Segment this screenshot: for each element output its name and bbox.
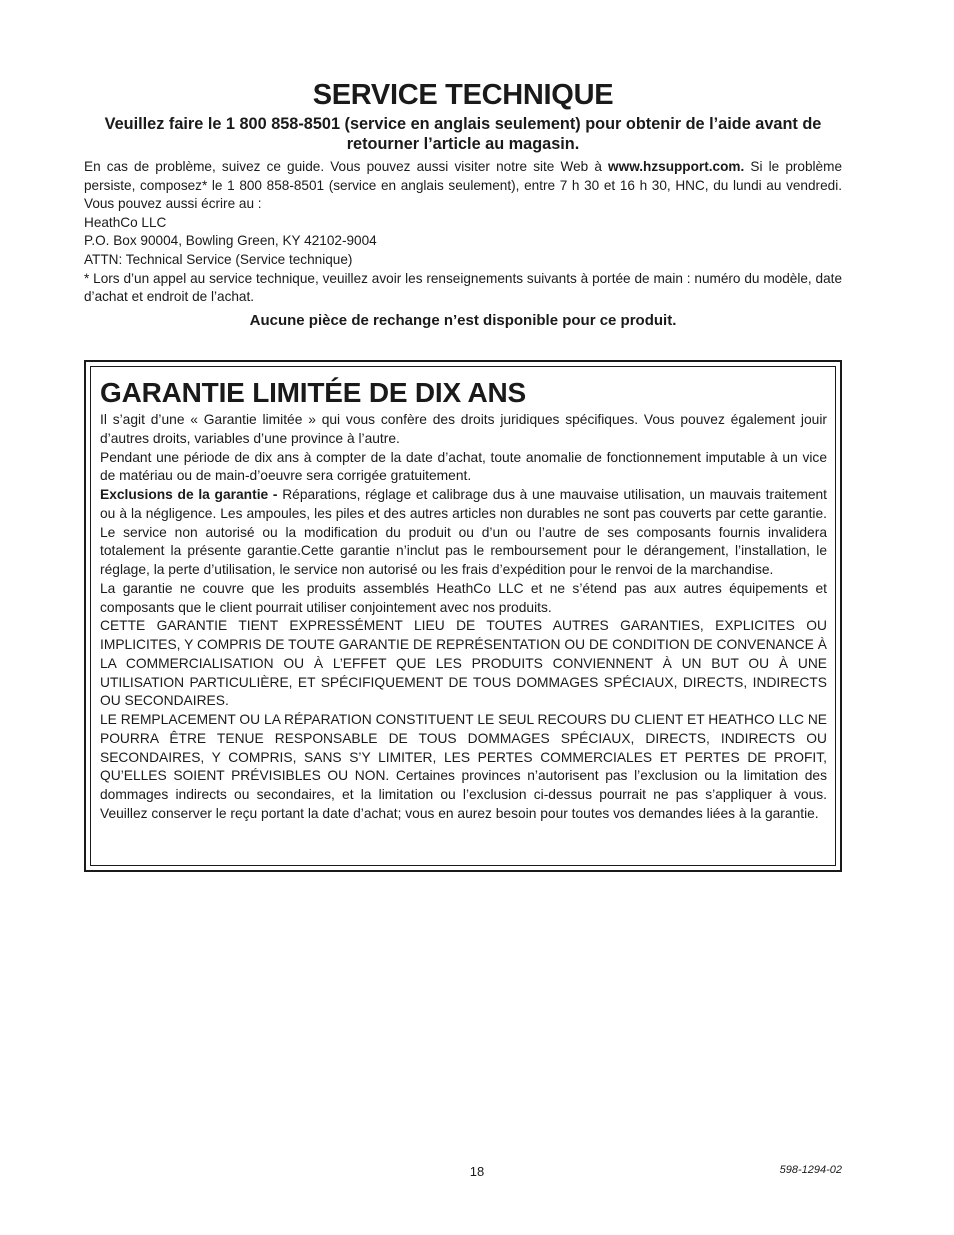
service-lead: Veuillez faire le 1 800 858-8501 (service en anglais seulement) pour obtenir de l’aide avant de retourner l’article au magasin.	[104, 115, 822, 153]
no-parts-notice: Aucune pièce de rechange n’est disponible pour ce produit.	[249, 311, 677, 329]
service-para1-a: En cas de problème, suivez ce guide. Vous pouvez aussi visiter notre site Web à	[84, 159, 609, 174]
warranty-paragraph-2: Pendant une période de dix ans à compter de la date d’achat, toute anomalie de fonctionnement imputable à un vice de matériau ou de main-d’oeuvre sera corrigée gratuitement.	[100, 449, 827, 484]
page-number: 18	[469, 1164, 485, 1179]
service-note: * Lors d’un appel au service technique, veuillez avoir les renseignements suivants à portée de main : numéro du modèle, date d’achat et endroit de l’achat.	[84, 270, 842, 305]
service-section	[84, 78, 842, 331]
support-website-link[interactable]: www.hzsupport.com.	[608, 159, 745, 174]
warranty-paragraph-4: La garantie ne couvre que les produits assemblés HeathCo LLC et ne s’étend pas aux autres équipements et composants que le client pourrait utiliser conjointement avec nos produits.	[100, 580, 827, 615]
address-line-po-box: P.O. Box 90004, Bowling Green, KY 42102-9004	[84, 233, 377, 249]
service-title: SERVICE TECHNIQUE	[312, 79, 614, 111]
address-line-attn: ATTN: Technical Service (Service technique)	[84, 251, 353, 267]
warranty-exclusions-label: Exclusions de la garantie -	[100, 487, 283, 502]
service-body	[84, 158, 842, 307]
address-line-company: HeathCo LLC	[84, 214, 167, 230]
warranty-paragraph-1: Il s’agit d’une « Garantie limitée » qui vous confère des droits juridiques spécifiques. Vous pouvez également jouir d’autres droits, variables d’une province à l’autre.	[100, 412, 827, 446]
service-para1-b: Si le problème persiste, composez* le 1 800 858-8501 (service en anglais seulement), entre 7 h 30 et 16 h 30, HNC, du lundi au vendredi. Vous pouvez aussi écrire au :	[84, 159, 843, 212]
service-paragraph	[84, 158, 842, 214]
warranty-body	[100, 411, 827, 824]
warranty-paragraph-6: LE REMPLACEMENT OU LA RÉPARATION CONSTITUENT LE SEUL RECOURS DU CLIENT ET HEATHCO LLC NE POURRA ÊTRE TENUE RESPONSABLE DE TOUS DOMMAGES SPÉCIAUX, DIRECTS, INDIRECTS OU SECONDAIRES, Y COMPRIS, SANS S’Y LIMITER, LES PERTES COMMERCIALES ET PERTES DE PROFIT, QU’ELLES SOIENT PRÉVISIBLES OU NON. Certaines provinces n’autorisent pas l’exclusion ou la limitation des dommages indirects ou secondaires, et la limitation ou l’exclusion ci-dessus pourrait ne pas s’appliquer à vous. Veuillez conserver le reçu portant la date d’achat; vous en aurez besoin pour toutes vos demandes liées à la garantie.	[100, 712, 827, 821]
warranty-box-inner	[90, 366, 836, 866]
warranty-box	[84, 360, 842, 872]
warranty-paragraph-3	[100, 486, 827, 580]
document-code: 598-1294-02	[779, 1164, 842, 1176]
warranty-title: GARANTIE LIMITÉE DE DIX ANS	[100, 377, 527, 408]
warranty-paragraph-5: CETTE GARANTIE TIENT EXPRESSÉMENT LIEU DE TOUTES AUTRES GARANTIES, EXPLICITES OU IMPLICITES, Y COMPRIS DE TOUTE GARANTIE DE REPRÉSENTATION OU DE CONDITION DE CONVENANCE À LA COMMERCIALISATION OU À L’EFFET QUE LES PRODUITS CONVIENNENT À UN BUT OU À UNE UTILISATION PARTICULIÈRE, ET SPÉCIFIQUEMENT DE TOUS DOMMAGES SPÉCIAUX, DIRECTS, INDIRECTS OU SECONDAIRES.	[100, 618, 827, 709]
warranty-exclusions-text: Réparations, réglage et calibrage dus à une mauvaise utilisation, un mauvais traitement ou à la négligence. Les ampoules, les piles et des autres articles non durables ne sont pas couverts par cette garantie. Le service non autorisé ou la modification du produit ou d’un ou l’autre de ses composants fournis invalidera totalement la présente garantie.Cette garantie n’inclut pas le remboursement pour le dérangement, l’installation, le réglage, la perte d’utilisation, le service non autorisé ou les frais d’expédition pour le renvoi de la marchandise.	[100, 487, 827, 577]
